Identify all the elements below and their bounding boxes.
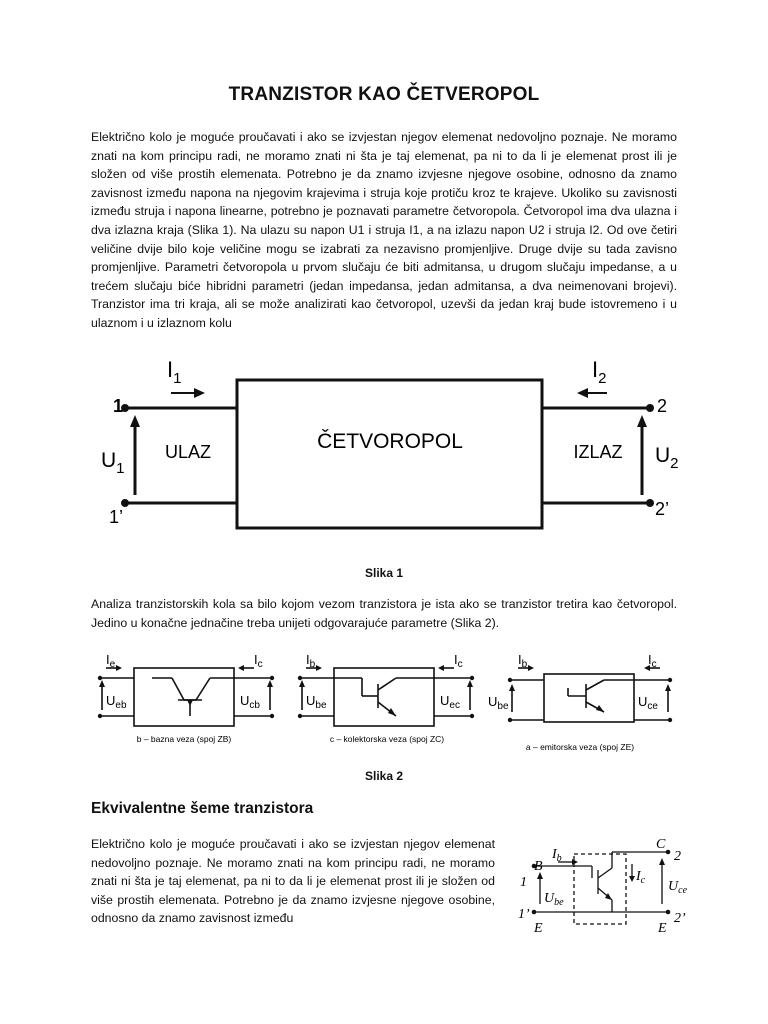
terminal-2-label: 2	[657, 396, 668, 416]
terminal-1-prime-label: 1’	[518, 907, 530, 922]
current-ib-label: $I_b$	[552, 847, 562, 864]
terminal-1-prime-label: 1’	[109, 507, 124, 527]
input-label: ULAZ	[164, 442, 212, 462]
intro-paragraph: Električno kolo je moguće proučavati i ako se izvjestan njegov elemenat nedovoljno poznaje. Ne moramo znati na kom principu radi, ne moramo znati ni šta je taj elemenat, pa ni to da li je elemenat prost ili je složen od više prostih elemenata. Potrebno je da znamo izvjesne njegove osobine, odnosno da znamo zavisnost između napona na njegovim krajevima i struja koje protiču kroz te krajeve. Ukoliko su zavisnosti između struja i napona linearne, potrebno je poznavati parametre četvoropola. Četvoropol ima dva ulazna i dva izlazna kraja (Slika 1). Na ulazu su napon U1 i struja I1, a na izlazu napon U2 i struja I2. Od ove četiri veličine dvije bilo koje veličine mogu se izabrati za nezavisno promjenljive. Druge dvije su tada zavisno promjenljive. Parametri četvoropola u prvom slučaju će biti admitansa, u drugom slučaju impedanse, a u trećem slučaju biće hibridni parametri (jedan impedansa, jedan admitansa, a dva neimenovani brojevi). Tranzistor ima tri kraja, ali se može analizirati kao četvoropol, uzevši da jedan kraj bude istovremeno i u ulaznom i u izlaznom kolu	[91, 130, 677, 330]
panel-1-input-voltage: $U_{eb}$	[106, 693, 127, 711]
terminal-1-label: 1	[113, 396, 124, 416]
paragraph-2: Analiza tranzistorskih kola sa bilo kojom vezom tranzistora je ista ako se tranzistor tretira kao četvoropol. Jedino u konačne jednačine treba unijeti odgovarajuće parametre (Slika 2).	[91, 597, 677, 630]
panel-2-output-voltage: $U_{ec}$	[440, 693, 460, 711]
panel-1-caption: b – bazna veza (spoj ZB)	[136, 734, 232, 744]
panel-3-output-current: $I_c$	[648, 652, 657, 670]
panel-1-output-voltage: $U_{cb}$	[240, 693, 260, 711]
terminal-2-prime-label: 2’	[655, 499, 670, 519]
panel-3-input-voltage: $U_{be}$	[488, 694, 509, 712]
voltage-uce-label: $U_{ce}$	[668, 879, 688, 896]
panel-2-input-voltage: $U_{be}$	[306, 693, 327, 711]
four-pole-label: ČETVOROPOL	[317, 430, 463, 453]
figure-2-caption: Slika 2	[364, 769, 404, 783]
figure-2-transistor-connections	[92, 650, 682, 755]
panel-1-input-current: $I_e$	[106, 652, 116, 670]
node-e-right-label: E	[658, 921, 667, 936]
panel-1-output-current: $I_c$	[254, 652, 263, 670]
panel-3-caption: a – emitorska veza (spoj ZE)	[525, 742, 635, 752]
current-ic-label: $I_c$	[636, 869, 646, 886]
voltage-u2-label: $U_2$	[655, 444, 679, 472]
figure-3-equivalent-circuit	[512, 832, 702, 942]
panel-2-input-current: $I_b$	[306, 652, 316, 670]
voltage-u1-label: $U_1$	[101, 449, 125, 477]
section-heading: Ekvivalentne šeme tranzistora	[91, 800, 314, 817]
current-i2-label: $I_2$	[592, 357, 607, 387]
terminal-1-label: 1	[520, 875, 527, 890]
node-c-label: C	[656, 837, 666, 852]
current-i1-label: $I_1$	[167, 357, 182, 387]
node-b-label: B	[534, 859, 543, 874]
voltage-ube-label: $U_{be}$	[544, 891, 564, 908]
terminal-2-label: 2	[674, 849, 681, 864]
panel-3-input-current: $I_b$	[518, 652, 528, 670]
figure-1-quadripole	[95, 355, 695, 555]
figure-1-caption: Slika 1	[364, 566, 404, 580]
page-title: TRANZISTOR KAO ČETVEROPOL	[228, 84, 540, 105]
output-label: IZLAZ	[573, 442, 623, 462]
panel-3-output-voltage: $U_{ce}$	[638, 694, 658, 712]
node-e-left-label: E	[534, 921, 543, 936]
panel-2-output-current: $I_c$	[454, 652, 463, 670]
terminal-2-prime-label: 2’	[674, 911, 686, 926]
paragraph-3: Električno kolo je moguće proučavati i ako se izvjestan njegov elemenat nedovoljno poznaje. Ne moramo znati na kom principu radi, ne moramo znati ni šta je taj elemenat, pa ni to da li je elemenat prost ili je složen od više prostih elemenata. Potrebno je da znamo izvjesne njegove osobine, odnosno da znamo zavisnost između	[91, 837, 495, 926]
panel-2-caption: c – kolektorska veza (spoj ZC)	[329, 734, 445, 744]
